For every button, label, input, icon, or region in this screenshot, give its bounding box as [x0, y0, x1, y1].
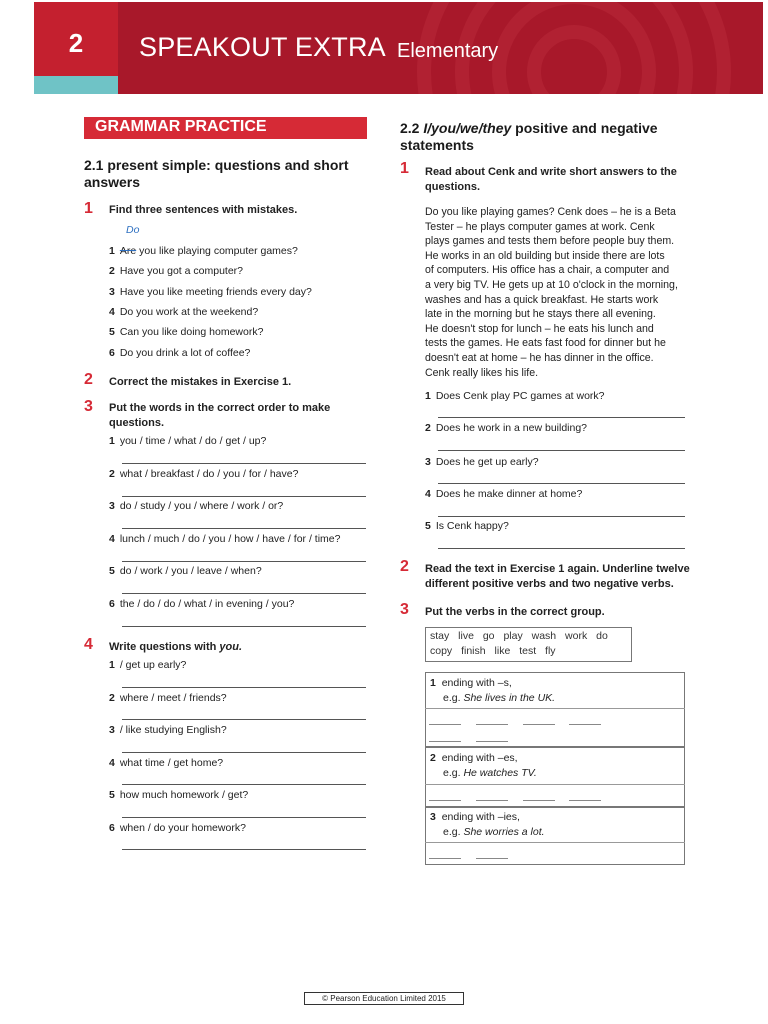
answer-line[interactable] [122, 561, 366, 562]
answer-blank[interactable] [429, 800, 461, 801]
answer-blank[interactable] [429, 741, 461, 742]
exercise-instruction: Write questions with you. [109, 641, 243, 653]
divider [425, 842, 685, 843]
section-title-2-2: 2.2 I/you/we/they positive and negative statements [400, 120, 658, 153]
exercise-instruction: Read about Cenk and write short answers to the questions. [425, 166, 677, 193]
answer-line[interactable] [122, 496, 366, 497]
exercise-item: 6 when / do your homework? [109, 822, 246, 834]
answer-line[interactable] [122, 849, 366, 850]
group-example: e.g. He watches TV. [443, 767, 537, 779]
answer-line[interactable] [122, 528, 366, 529]
exercise-item: 4 what time / get home? [109, 757, 224, 769]
unit-number: 2 [68, 28, 84, 58]
answer-line[interactable] [122, 593, 366, 594]
teal-strip [34, 76, 118, 94]
exercise-number: 4 [84, 636, 93, 653]
exercise-number: 3 [84, 398, 93, 415]
exercise-item: 4 lunch / much / do / you / how / have / for / time? [109, 533, 341, 545]
answer-blank[interactable] [429, 858, 461, 859]
exercise-item: 1 you / time / what / do / get / up? [109, 435, 267, 447]
exercise-item: 5 Can you like doing homework? [109, 326, 264, 338]
exercise-item: 3 / like studying English? [109, 724, 227, 736]
answer-blank[interactable] [569, 800, 601, 801]
exercise-instruction: Put the verbs in the correct group. [425, 606, 605, 618]
answer-line[interactable] [122, 752, 366, 753]
exercise-number: 1 [400, 160, 409, 177]
answer-blank[interactable] [476, 741, 508, 742]
exercise-item: 5 Is Cenk happy? [425, 520, 509, 532]
exercise-item: 6 Do you drink a lot of coffee? [109, 347, 251, 359]
answer-line[interactable] [122, 626, 366, 627]
group-example: e.g. She lives in the UK. [443, 692, 556, 704]
page-header [34, 2, 763, 94]
exercise-item: 2 Does he work in a new building? [425, 422, 588, 434]
exercise-item: 4 Does he make dinner at home? [425, 488, 583, 500]
exercise-item: 1 Does Cenk play PC games at work? [425, 390, 605, 402]
verb-list-row: copy finish like test fly [430, 645, 556, 657]
answer-blank[interactable] [569, 724, 601, 725]
exercise-item: 3 Does he get up early? [425, 456, 539, 468]
exercise-instruction: Find three sentences with mistakes. [109, 204, 298, 216]
book-level: Elementary [397, 40, 499, 62]
group-heading: 2 ending with –es, [430, 752, 518, 764]
answer-blank[interactable] [476, 724, 508, 725]
exercise-number: 3 [400, 601, 409, 618]
answer-line[interactable] [438, 417, 685, 418]
grammar-practice-banner: GRAMMAR PRACTICE [84, 117, 367, 139]
exercise-instruction: Read the text in Exercise 1 again. Underline twelve different positive verbs and two negative verbs. [425, 563, 690, 590]
answer-line[interactable] [122, 784, 366, 785]
answer-line[interactable] [122, 817, 366, 818]
exercise-item: 6 the / do / do / what / in evening / you? [109, 598, 295, 610]
exercise-number: 2 [400, 558, 409, 575]
exercise-item: 4 Do you work at the weekend? [109, 306, 259, 318]
group-example: e.g. She worries a lot. [443, 826, 545, 838]
answer-blank[interactable] [429, 724, 461, 725]
exercise-item: 1 / get up early? [109, 659, 187, 671]
exercise-number: 1 [84, 200, 93, 217]
exercise-item: 3 Have you like meeting friends every day? [109, 286, 312, 298]
exercise-instruction: Correct the mistakes in Exercise 1. [109, 376, 292, 388]
answer-blank[interactable] [523, 724, 555, 725]
divider [425, 708, 685, 709]
exercise-item: 2 where / meet / friends? [109, 692, 227, 704]
exercise-number: 2 [84, 371, 93, 388]
answer-blank[interactable] [476, 800, 508, 801]
answer-blank[interactable] [523, 800, 555, 801]
handwritten-correction: Do [126, 224, 140, 236]
exercise-item: 2 what / breakfast / do / you / for / have? [109, 468, 299, 480]
exercise-item: 5 how much homework / get? [109, 789, 249, 801]
verb-list-row: stay live go play wash work do [430, 630, 608, 642]
exercise-item: 5 do / work / you / leave / when? [109, 565, 262, 577]
group-heading: 1 ending with –s, [430, 677, 512, 689]
answer-line[interactable] [438, 516, 685, 517]
answer-line[interactable] [122, 463, 366, 464]
answer-blank[interactable] [476, 858, 508, 859]
exercise-item: 2 Have you got a computer? [109, 265, 243, 277]
section-title-2-1: 2.1 present simple: questions and short answers [84, 157, 349, 190]
answer-line[interactable] [122, 719, 366, 720]
book-title: SPEAKOUT EXTRA [139, 32, 386, 62]
group-heading: 3 ending with –ies, [430, 811, 520, 823]
answer-line[interactable] [438, 450, 685, 451]
exercise-item: 1 Are you like playing computer games? [109, 245, 298, 257]
exercise-instruction: Put the words in the correct order to make questions. [109, 402, 331, 429]
copyright-footer: © Pearson Education Limited 2015 [304, 992, 464, 1005]
answer-line[interactable] [438, 548, 685, 549]
divider [425, 784, 685, 785]
exercise-item: 3 do / study / you / where / work / or? [109, 500, 284, 512]
reading-text: Do you like playing games? Cenk does – he is a Beta Tester – he plays computer games at work. Cenk plays games and tests them before people buy them. He works in an old building but inside there are lots of computers. His office has a chair, a computer and a very big TV. He gets up at 10 o'clock in the morning, washes and has a quick breakfast. He starts work late in the morning but he stays there all evening. He doesn't stop for lunch – he eats his lunch and tests the games. He eats fast food for dinner but he doesn't eat at home – he has dinner in the office. Cenk really likes his life. [425, 206, 678, 379]
answer-line[interactable] [122, 687, 366, 688]
answer-line[interactable] [438, 483, 685, 484]
